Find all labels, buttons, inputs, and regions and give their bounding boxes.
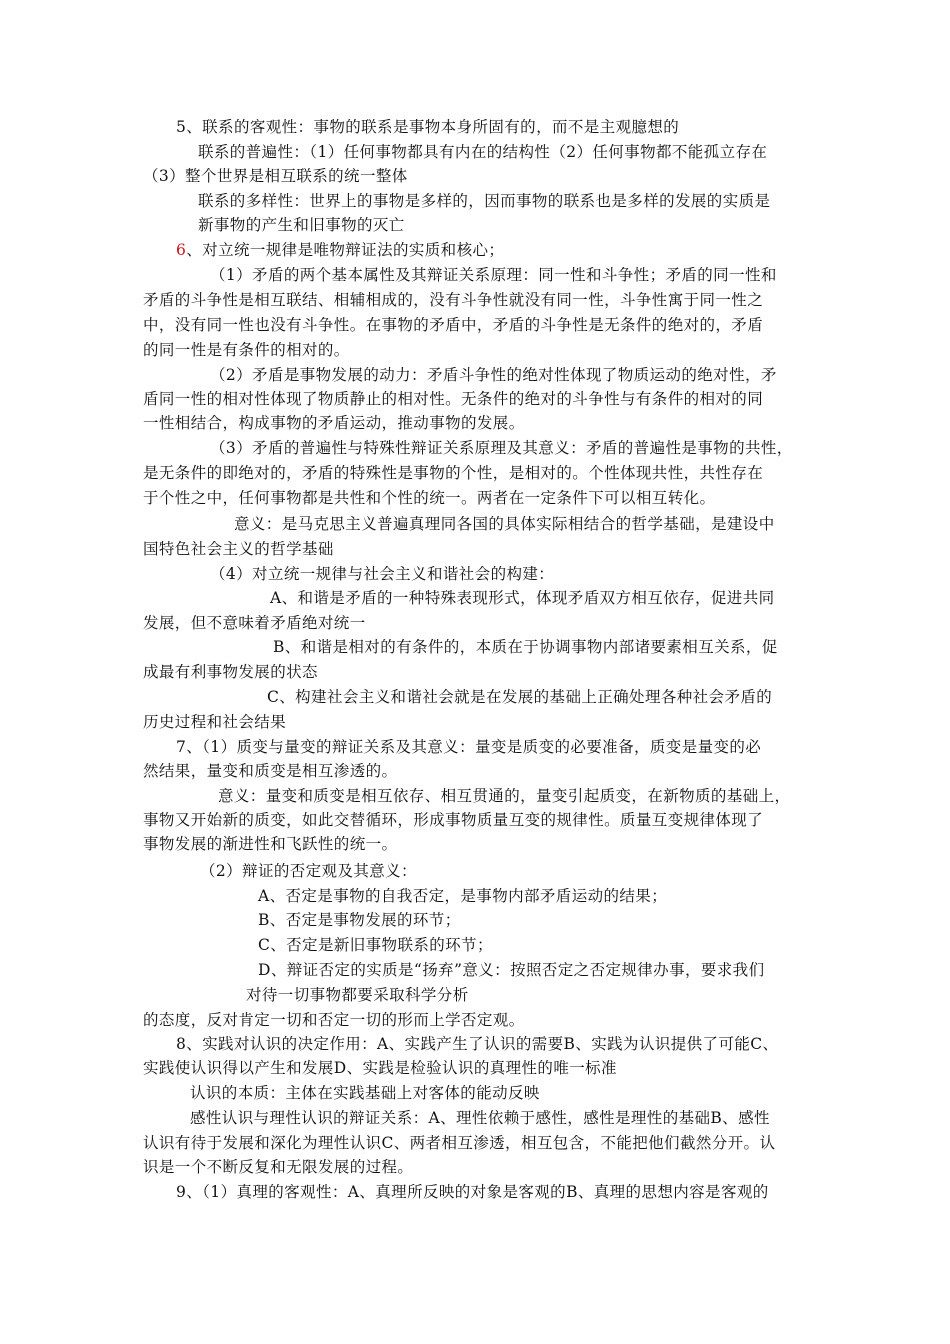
text-line: A、否定是事物的自我否定，是事物内部矛盾运动的结果；	[258, 887, 668, 905]
text-line: 中，没有同一性也没有斗争性。在事物的矛盾中，矛盾的斗争性是无条件的绝对的，矛盾	[143, 316, 764, 334]
text-line: 新事物的产生和旧事物的灭亡	[198, 216, 405, 234]
text-line: （2）辩证的否定观及其意义：	[200, 862, 417, 880]
section-7-heading: 7、（1）质变与量变的辩证关系及其意义：量变是质变的必要准备，质变是量变的必	[176, 738, 762, 756]
text-line: 然结果，量变和质变是相互渗透的。	[143, 762, 398, 780]
text-line: D、辩证否定的实质是“扬弃”意义：按照否定之否定规律办事，要求我们	[258, 961, 765, 979]
text-line: A、和谐是矛盾的一种特殊表现形式，体现矛盾双方相互依存，促进共同	[270, 589, 775, 607]
text-line: 于个性之中，任何事物都是共性和个性的统一。两者在一定条件下可以相互转化。	[143, 489, 716, 507]
text-line: B、否定是事物发展的环节；	[258, 911, 461, 929]
text-line: 矛盾的斗争性是相互联结、相辅相成的，没有斗争性就没有同一性，斗争性寓于同一性之	[143, 291, 764, 309]
text-line: C、否定是新旧事物联系的环节；	[258, 936, 493, 954]
text-line: 发展，但不意味着矛盾绝对统一	[143, 614, 366, 632]
text-line: 国特色社会主义的哲学基础	[143, 540, 334, 558]
text-line: （3）整个世界是相互联系的统一整体	[143, 167, 408, 185]
text-line: B、和谐是相对的有条件的，本质在于协调事物内部诸要素相互关系，促	[273, 638, 778, 656]
text-line: 联系的普遍性：（1）任何事物都具有内在的结构性（2）任何事物都不能孤立存在	[198, 143, 768, 161]
text-line: 识是一个不断反复和无限发展的过程。	[143, 1158, 414, 1176]
text-line: 对待一切事物都要采取科学分析	[246, 986, 469, 1004]
text-line: 事物又开始新的质变，如此交替循环，形成事物质量互变的规律性。质量互变规律体现了	[143, 811, 764, 829]
text-line: C、构建社会主义和谐社会就是在发展的基础上正确处理各种社会矛盾的	[267, 688, 773, 706]
text-line: 认识有待于发展和深化为理性认识C、两者相互渗透，相互包含，不能把他们截然分开。认	[143, 1134, 776, 1152]
section-8-heading: 8、实践对认识的决定作用：A、实践产生了认识的需要B、实践为认识提供了可能C、	[176, 1035, 779, 1053]
text-line: 意义：是马克思主义普遍真理同各国的具体实际相结合的哲学基础，是建设中	[234, 515, 775, 533]
text-line: 意义：量变和质变是相互依存、相互贯通的，量变引起质变，在新物质的基础上，	[218, 787, 791, 805]
text-line: 成最有利事物发展的状态	[143, 663, 318, 681]
text-line: 是无条件的即绝对的，矛盾的特殊性是事物的个性，是相对的。个性体现共性，共性存在	[143, 464, 764, 482]
text-line: 事物发展的渐进性和飞跃性的统一。	[143, 835, 398, 853]
text-line: （1）矛盾的两个基本属性及其辩证关系原理：同一性和斗争性；矛盾的同一性和	[210, 266, 777, 284]
section-6-number: 6	[176, 241, 187, 259]
text-line: （4）对立统一规律与社会主义和谐社会的构建：	[210, 565, 555, 583]
section-6-heading	[176, 240, 504, 260]
text-line: 联系的多样性：世界上的事物是多样的，因而事物的联系也是多样的发展的实质是	[198, 192, 771, 210]
section-6-title: 、对立统一规律是唯物辩证法的实质和核心；	[186, 241, 505, 259]
section-9-heading: 9、（1）真理的客观性：A、真理所反映的对象是客观的B、真理的思想内容是客观的	[176, 1183, 769, 1201]
text-line: 感性认识与理性认识的辩证关系：A、理性依赖于感性，感性是理性的基础B、感性	[190, 1109, 770, 1127]
text-line: 实践使认识得以产生和发展D、实践是检验认识的真理性的唯一标准	[143, 1059, 617, 1077]
text-line: （2）矛盾是事物发展的动力：矛盾斗争性的绝对性体现了物质运动的绝对性，矛	[210, 366, 777, 384]
text-line: 盾同一性的相对性体现了物质静止的相对性。无条件的绝对的斗争性与有条件的相对的同	[143, 390, 764, 408]
text-line: 的同一性是有条件的相对的。	[143, 341, 350, 359]
text-line: 认识的本质：主体在实践基础上对客体的能动反映	[190, 1084, 540, 1102]
text-line: （3）矛盾的普遍性与特殊性辩证关系原理及其意义：矛盾的普遍性是事物的共性，	[210, 439, 793, 457]
section-5-heading: 5、联系的客观性：事物的联系是事物本身所固有的，而不是主观臆想的	[176, 118, 680, 136]
text-line: 一性相结合，构成事物的矛盾运动，推动事物的发展。	[143, 414, 525, 432]
text-line: 的态度，反对肯定一切和否定一切的形而上学否定观。	[143, 1011, 525, 1029]
text-line: 历史过程和社会结果	[143, 713, 287, 731]
